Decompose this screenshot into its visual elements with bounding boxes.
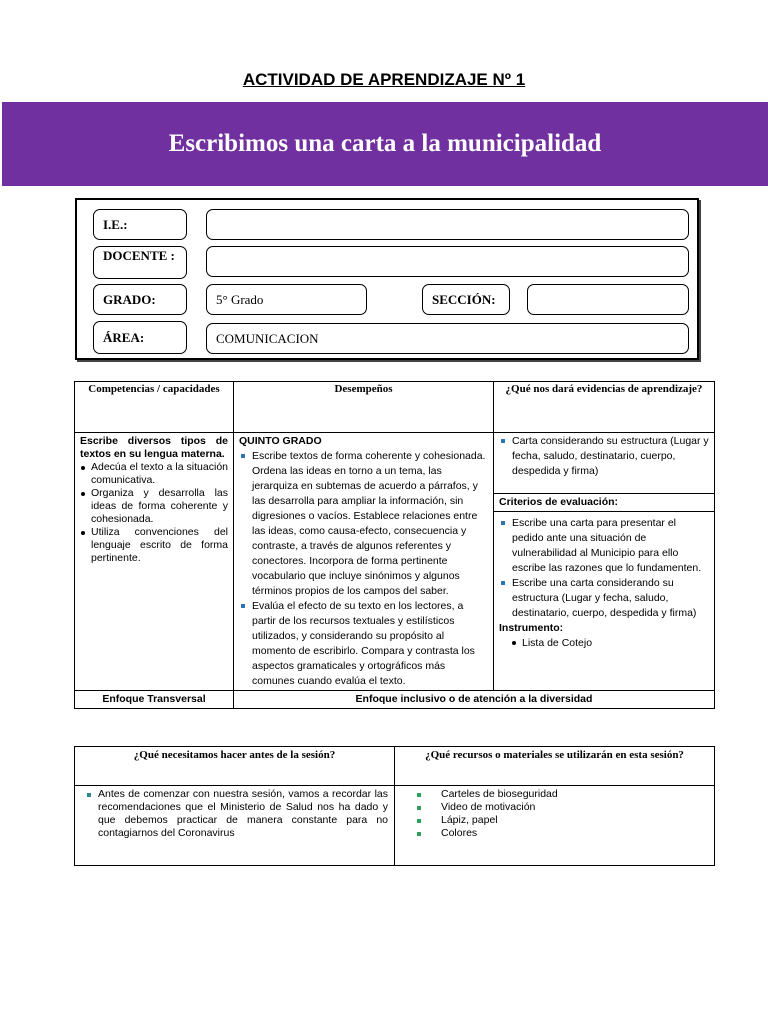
grado-label: GRADO: — [93, 284, 187, 315]
header-antes-sesion: ¿Qué necesitamos hacer antes de la sesión? — [75, 747, 395, 786]
competencias-table — [74, 381, 715, 709]
capacidades-list — [80, 461, 228, 565]
competencia-title: Escribe diversos tipos de textos en su lengua materna. — [80, 435, 228, 460]
list-item: Escribe textos de forma coherente y cohesionada. Ordena las ideas en torno a un tema, las jerarquiza en subtemas de acuerdo a párrafos, y las desarrolla para ampliar la información, sin digresiones o vacíos. Establece relaciones entre las ideas, como causa-efecto, consecuencia y contraste, a través de algunos referentes y conectores. Incorpora de forma pertinente vocabulario que incluye sinónimos y algunos términos propios de los campos del saber. — [239, 449, 487, 599]
list-item: Escribe una carta considerando su estructura (Lugar y fecha, saludo, destinatario, cuerpo, despedida y firma) — [499, 576, 709, 621]
criterios-title: Criterios de evaluación: — [494, 493, 715, 511]
instrumento-title: Instrumento: — [499, 621, 564, 634]
header-evidencias: ¿Qué nos dará evidencias de aprendizaje? — [494, 382, 715, 433]
seccion-field[interactable] — [527, 284, 689, 315]
area-field[interactable]: COMUNICACION — [206, 323, 689, 354]
list-item: Lápiz, papel — [413, 814, 708, 827]
list-item: Utiliza convenciones del lenguaje escrito de forma pertinente. — [80, 526, 228, 565]
competencias-cell — [75, 433, 234, 691]
evidencias-list — [499, 434, 709, 479]
document-heading: ACTIVIDAD DE APRENDIZAJE Nº 1 — [242, 70, 526, 89]
sesion-table — [74, 746, 715, 866]
ie-label: I.E.: — [93, 209, 187, 240]
desempenos-list — [239, 449, 487, 689]
seccion-label: SECCIÓN: — [422, 284, 510, 315]
criterios-list — [499, 516, 709, 621]
desempenos-cell — [234, 433, 494, 691]
list-item: Antes de comenzar con nuestra sesión, vamos a recordar las recomendaciones que el Ministerio de Salud nos ha dado y que debemos practicar de manera constante para no contagiarnos del Coronavirus — [85, 788, 388, 840]
antes-list — [85, 788, 388, 840]
criterios-cell — [494, 511, 715, 690]
enfoque-label: Enfoque Transversal — [75, 691, 234, 709]
header-competencias: Competencias / capacidades — [75, 382, 234, 433]
grado-title: QUINTO GRADO — [239, 435, 322, 447]
ie-field[interactable] — [206, 209, 689, 240]
info-box — [75, 198, 699, 360]
list-item: Carta considerando su estructura (Lugar y fecha, saludo, destinatario, cuerpo, despedida y firma) — [499, 434, 709, 479]
list-item: Escribe una carta para presentar el pedido ante una situación de vulnerabilidad al Municipio para ello escribe las razones que lo fundamenten. — [499, 516, 709, 576]
instrumentos-list — [499, 636, 709, 651]
header-recursos: ¿Qué recursos o materiales se utilizarán en esta sesión? — [395, 747, 715, 786]
recursos-list — [413, 788, 708, 840]
list-item: Colores — [413, 827, 708, 840]
evidencias-cell — [494, 433, 715, 494]
list-item: Evalúa el efecto de su texto en los lectores, a partir de los recursos textuales y estilísticos utilizados, y considerando su propósito al momento de escribirlo. Compara y contrasta los aspectos gramaticales y ortográficos más comunes cuando evalúa el texto. — [239, 599, 487, 689]
session-title: Escribimos una carta a la municipalidad — [168, 130, 602, 157]
header-desempenos: Desempeños — [234, 382, 494, 433]
docente-label: DOCENTE : — [93, 246, 187, 279]
area-label: ÁREA: — [93, 321, 187, 354]
list-item: Adecúa el texto a la situación comunicativa. — [80, 461, 228, 487]
docente-field[interactable] — [206, 246, 689, 277]
antes-sesion-cell — [75, 786, 395, 866]
title-banner — [2, 102, 768, 186]
list-item: Organiza y desarrolla las ideas de forma coherente y cohesionada. — [80, 487, 228, 526]
recursos-cell — [395, 786, 715, 866]
list-item: Carteles de bioseguridad — [413, 788, 708, 801]
enfoque-value: Enfoque inclusivo o de atención a la diversidad — [234, 691, 715, 709]
list-item: Lista de Cotejo — [511, 636, 709, 651]
grado-field[interactable]: 5° Grado — [206, 284, 367, 315]
list-item: Video de motivación — [413, 801, 708, 814]
